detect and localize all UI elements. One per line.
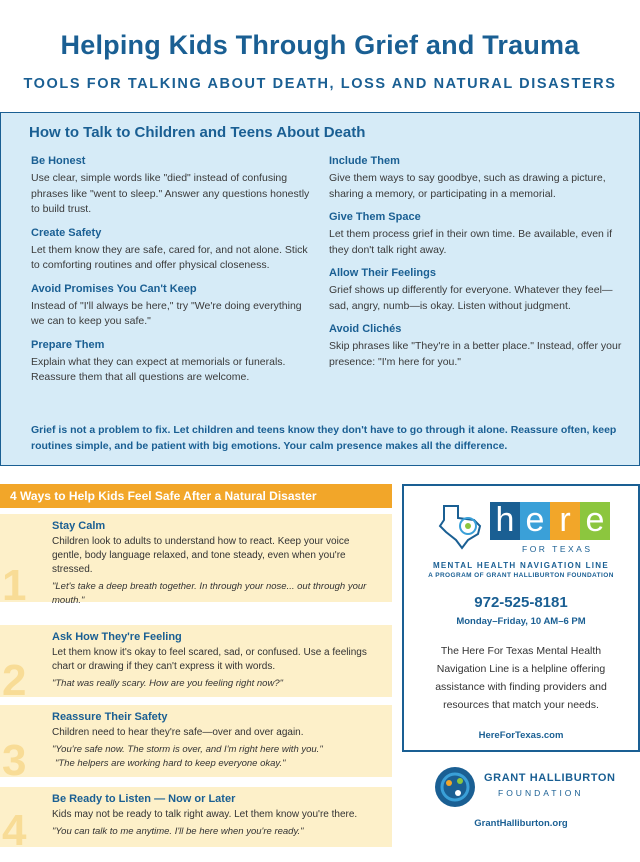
step-number: 2 xyxy=(2,656,27,705)
here-for-texas-logo xyxy=(436,498,616,558)
here-letter-r: r xyxy=(550,502,580,540)
step-number: 3 xyxy=(2,736,27,785)
step-heading: Reassure Their Safety xyxy=(52,711,168,723)
step-content xyxy=(52,520,382,608)
tip-create-safety xyxy=(31,227,311,274)
step-content xyxy=(52,711,382,771)
death-talk-section xyxy=(0,112,640,466)
for-texas-label: FOR TEXAS xyxy=(522,544,593,554)
disaster-section-title: 4 Ways to Help Kids Feel Safe After a Natural Disaster xyxy=(0,484,392,508)
tip-body: Use clear, simple words like "died" instead of confusing phrases like "went to sleep." Answer any questions honestly to build trust. xyxy=(31,172,310,215)
here-wordmark xyxy=(490,502,610,540)
step-body: Let them know it's okay to feel scared, sad, or confused. Use a feelings chart or drawing if they can't express it with words. xyxy=(52,647,367,672)
tip-heading: Give Them Space xyxy=(329,211,421,223)
program-of-label: A PROGRAM OF GRANT HALLIBURTON FOUNDATION xyxy=(428,572,614,579)
tip-be-honest xyxy=(31,155,311,218)
step-body: Children look to adults to understand how to react. Keep your voice gentle, body language relaxed, and tone steady, even when you're stressed. xyxy=(52,536,350,575)
here-letter-e: e xyxy=(520,502,550,540)
tip-allow-feelings xyxy=(329,267,629,314)
tip-body: Skip phrases like "They're in a better place." Instead, offer your presence: "I'm here for you." xyxy=(329,340,622,368)
here-for-texas-panel xyxy=(402,484,640,752)
step-heading: Be Ready to Listen — Now or Later xyxy=(52,793,236,805)
death-section-title: How to Talk to Children and Teens About Death xyxy=(29,124,366,141)
grant-halliburton-link[interactable]: GrantHalliburton.org xyxy=(474,818,568,829)
tip-avoid-promises xyxy=(31,283,311,330)
tip-include-them xyxy=(329,155,629,202)
tip-body: Give them ways to say goodbye, such as drawing a picture, sharing a memory, or participating in a memorial. xyxy=(329,172,606,200)
tip-avoid-cliches xyxy=(329,323,629,370)
phone-number[interactable]: 972-525-8181 xyxy=(474,594,568,611)
step-heading: Stay Calm xyxy=(52,520,106,532)
tip-body: Let them process grief in their own time. Be available, even if they don't talk right away. xyxy=(329,228,613,256)
tip-body: Instead of "I'll always be here," try "We're doing everything we can to keep you safe." xyxy=(31,299,302,327)
tip-give-space xyxy=(329,211,629,258)
step-quote-second: "The helpers are working hard to keep everyone okay." xyxy=(55,758,286,769)
foundation-name: GRANT HALLIBURTON xyxy=(484,772,616,784)
step-number: 4 xyxy=(2,806,27,855)
step-quote: "You can talk to me anytime. I'll be here when you're ready." xyxy=(52,826,304,837)
tip-heading: Create Safety xyxy=(31,226,102,239)
step-stay-calm xyxy=(0,514,392,610)
step-reassure-safety xyxy=(0,705,392,785)
grant-halliburton-block xyxy=(402,760,640,862)
step-quote: "Let's take a deep breath together. In through your nose... out through your mouth." xyxy=(52,581,367,606)
tip-prepare-them xyxy=(31,339,311,386)
disaster-section xyxy=(0,484,392,862)
tip-heading: Avoid Clichés xyxy=(329,323,402,335)
step-number: 1 xyxy=(2,561,27,610)
here-letter-e2: e xyxy=(580,502,610,540)
tip-heading: Allow Their Feelings xyxy=(329,267,436,279)
tip-heading: Include Them xyxy=(329,155,400,167)
right-tips-column xyxy=(329,155,629,379)
step-body: Children need to hear they're safe—over and over again. xyxy=(52,727,304,738)
tip-heading: Be Honest xyxy=(31,155,86,167)
step-content xyxy=(52,631,382,691)
step-heading: Ask How They're Feeling xyxy=(52,631,182,643)
office-hours: Monday–Friday, 10 AM–6 PM xyxy=(456,616,586,627)
step-ask-feelings xyxy=(0,625,392,705)
tip-body: Grief shows up differently for everyone. Whatever they feel—sad, angry, numb—is okay. Listen without judgment. xyxy=(329,284,613,312)
header xyxy=(0,0,640,112)
tip-body: Let them know they are safe, cared for, and not alone. Stick to comforting routines and offer physical closeness. xyxy=(31,243,308,271)
step-quote: "That was really scary. How are you feeling right now?" xyxy=(52,678,283,689)
step-ready-to-listen xyxy=(0,787,392,855)
death-section-footer: Grief is not a problem to fix. Let children and teens know they don't have to go through it alone. Reassure often, keep routines simple, and be patient with big emotions. Your calm presence makes all the difference. xyxy=(31,424,617,452)
tip-heading: Avoid Promises You Can't Keep xyxy=(31,282,197,295)
texas-head-icon xyxy=(438,500,486,550)
navigation-line-name: MENTAL HEALTH NAVIGATION LINE xyxy=(432,561,610,570)
tip-heading: Prepare Them xyxy=(31,338,105,351)
here-for-texas-link[interactable]: HereForTexas.com xyxy=(478,730,564,741)
foundation-label: FOUNDATION xyxy=(498,788,584,798)
page-title: Helping Kids Through Grief and Trauma xyxy=(60,30,580,60)
step-content xyxy=(52,793,382,839)
step-quote: "You're safe now. The storm is over, and I'm right here with you." xyxy=(52,744,323,755)
tip-body: Explain what they can expect at memorials or funerals. Reassure them that all questions are welcome. xyxy=(31,355,286,383)
grant-halliburton-logo-icon xyxy=(434,766,476,808)
helpline-description: The Here For Texas Mental Health Navigation Line is a helpline offering assistance with finding providers and resources that match your needs. xyxy=(435,645,607,711)
left-tips-column xyxy=(31,155,311,395)
page-subtitle: TOOLS FOR TALKING ABOUT DEATH, LOSS AND NATURAL DISASTERS xyxy=(23,76,617,92)
here-letter-h: h xyxy=(490,502,520,540)
step-body: Kids may not be ready to talk right away. Let them know you're there. xyxy=(52,809,358,820)
